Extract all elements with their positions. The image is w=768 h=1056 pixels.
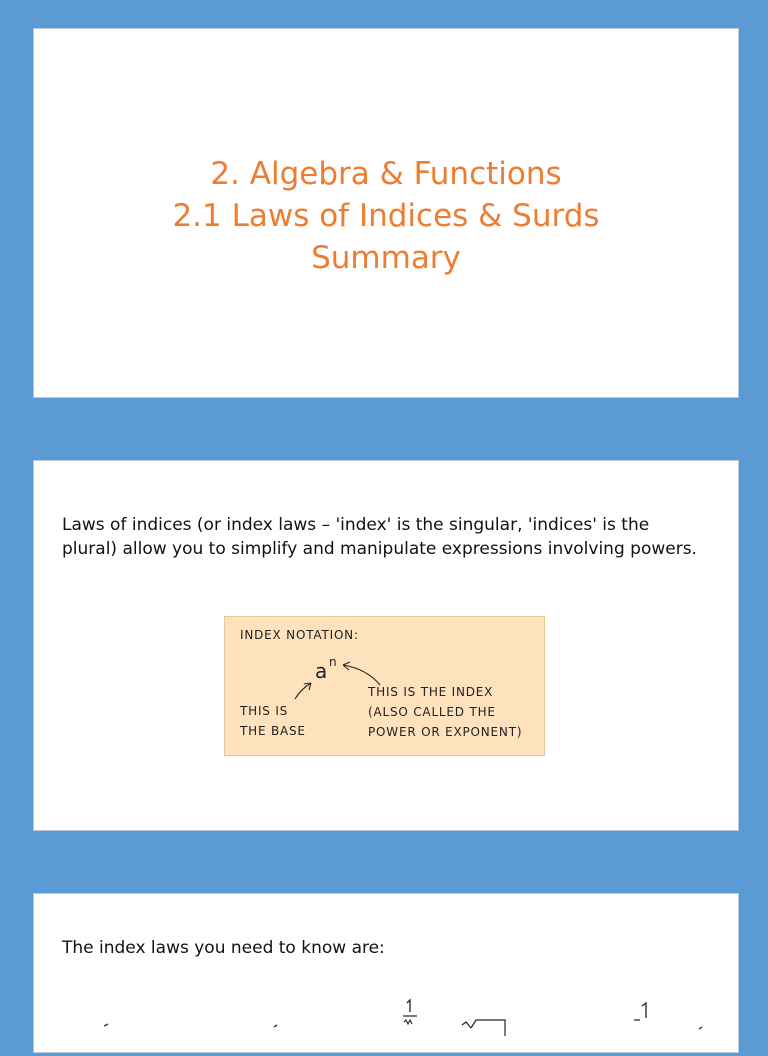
index-label: [368, 682, 522, 742]
index-laws-formulas-cropped: [34, 996, 740, 1056]
base-symbol: a: [315, 659, 328, 683]
base-label-line-2: THE BASE: [240, 724, 306, 738]
notation-heading: INDEX NOTATION:: [240, 628, 359, 642]
base-label: [240, 701, 306, 741]
index-symbol: n: [329, 655, 337, 669]
title-line-2: 2.1 Laws of Indices & Surds: [172, 198, 600, 234]
page-title: [34, 153, 738, 279]
intro-paragraph: Laws of indices (or index laws – 'index' is the singular, 'indices' is the plural) allow you to simplify and manipulate expressions involving powers.: [62, 515, 697, 559]
title-line-3: Summary: [311, 240, 461, 276]
title-slide: [33, 28, 739, 398]
index-label-line-2: (ALSO CALLED THE: [368, 705, 496, 719]
index-laws-slide: [33, 893, 739, 1053]
index-notation-slide: [33, 460, 739, 831]
title-line-1: 2. Algebra & Functions: [210, 156, 562, 192]
base-label-line-1: THIS IS: [240, 704, 289, 718]
index-label-line-1: THIS IS THE INDEX: [368, 685, 494, 699]
index-notation-diagram: [224, 616, 545, 756]
laws-intro-text: The index laws you need to know are:: [62, 938, 385, 958]
index-label-line-3: POWER OR EXPONENT): [368, 725, 523, 739]
